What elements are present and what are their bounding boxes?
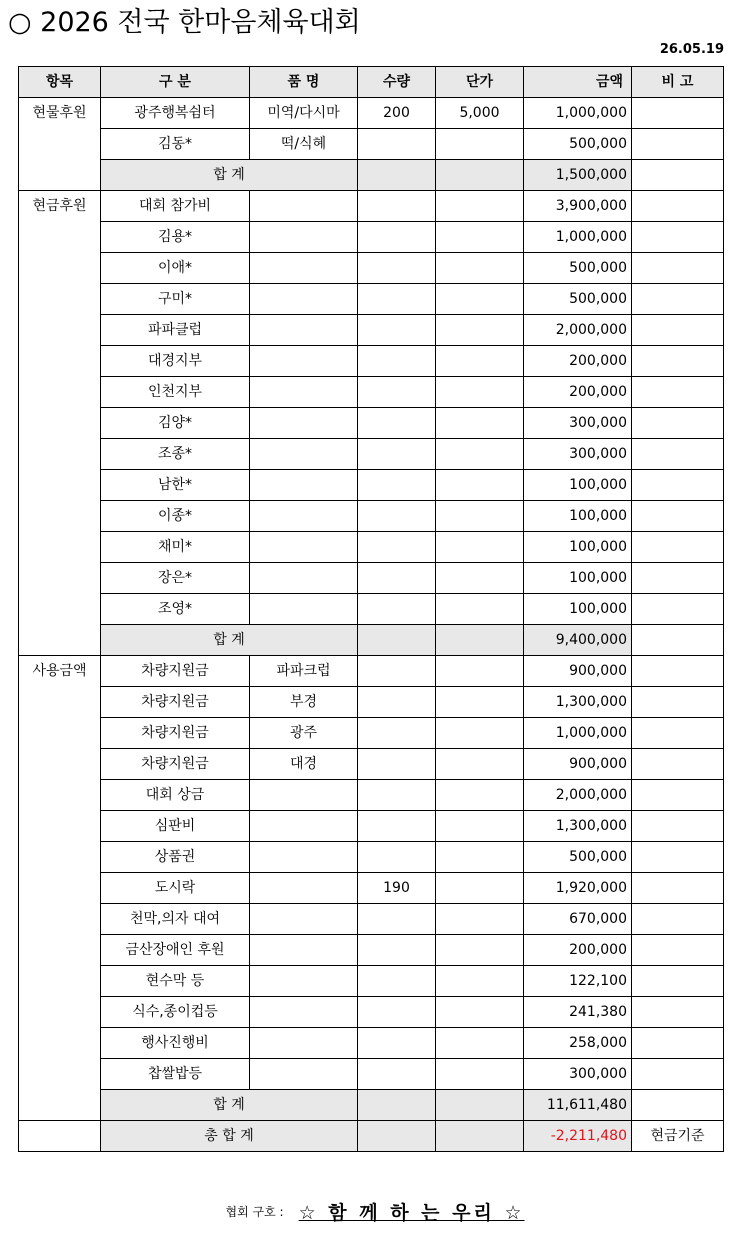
row-qty: 200 xyxy=(358,98,436,129)
row-qty xyxy=(358,377,436,408)
row-division: 행사진행비 xyxy=(101,1028,250,1059)
budget-table xyxy=(18,66,724,1152)
row-division: 차량지원금 xyxy=(101,687,250,718)
row-qty xyxy=(358,811,436,842)
subtotal-qty-cell xyxy=(358,625,436,656)
row-division: 식수,종이컵등 xyxy=(101,997,250,1028)
table-row xyxy=(19,1059,724,1090)
row-product: 광주 xyxy=(250,718,358,749)
row-price xyxy=(436,222,524,253)
row-note xyxy=(632,935,724,966)
row-note xyxy=(632,842,724,873)
row-product xyxy=(250,470,358,501)
row-note xyxy=(632,997,724,1028)
table-row xyxy=(19,842,724,873)
row-note xyxy=(632,1059,724,1090)
row-qty xyxy=(358,222,436,253)
row-division: 이종* xyxy=(101,501,250,532)
subtotal-price-cell xyxy=(436,1090,524,1121)
table-row xyxy=(19,501,724,532)
subtotal-category-cell xyxy=(19,625,101,656)
row-division: 도시락 xyxy=(101,873,250,904)
table-row xyxy=(19,749,724,780)
header-product: 품 명 xyxy=(250,67,358,98)
row-price xyxy=(436,687,524,718)
row-amount: 258,000 xyxy=(524,1028,632,1059)
grand-total-category-cell xyxy=(19,1121,101,1152)
row-amount: 100,000 xyxy=(524,470,632,501)
row-amount: 200,000 xyxy=(524,346,632,377)
row-note xyxy=(632,811,724,842)
table-row xyxy=(19,222,724,253)
row-qty xyxy=(358,780,436,811)
table-row xyxy=(19,408,724,439)
row-price: 5,000 xyxy=(436,98,524,129)
row-product xyxy=(250,873,358,904)
row-price xyxy=(436,1028,524,1059)
row-amount: 200,000 xyxy=(524,935,632,966)
row-price xyxy=(436,873,524,904)
subtotal-note-cell xyxy=(632,160,724,191)
table-row xyxy=(19,98,724,129)
row-price xyxy=(436,191,524,222)
row-division: 금산장애인 후원 xyxy=(101,935,250,966)
row-division: 채미* xyxy=(101,532,250,563)
row-price xyxy=(436,377,524,408)
row-qty xyxy=(358,749,436,780)
row-product xyxy=(250,904,358,935)
subtotal-label: 합 계 xyxy=(101,1090,358,1121)
row-division: 차량지원금 xyxy=(101,749,250,780)
subtotal-row xyxy=(19,625,724,656)
grand-total-qty-cell xyxy=(358,1121,436,1152)
subtotal-qty-cell xyxy=(358,160,436,191)
subtotal-row xyxy=(19,1090,724,1121)
row-note xyxy=(632,780,724,811)
row-product xyxy=(250,935,358,966)
header-qty: 수량 xyxy=(358,67,436,98)
row-price xyxy=(436,780,524,811)
table-row xyxy=(19,470,724,501)
row-division: 인천지부 xyxy=(101,377,250,408)
row-product xyxy=(250,1059,358,1090)
row-product xyxy=(250,439,358,470)
row-note xyxy=(632,594,724,625)
row-amount: 300,000 xyxy=(524,408,632,439)
row-note xyxy=(632,718,724,749)
subtotal-category-cell xyxy=(19,1090,101,1121)
table-header-row xyxy=(19,67,724,98)
row-price xyxy=(436,408,524,439)
row-product xyxy=(250,594,358,625)
row-qty xyxy=(358,346,436,377)
row-division: 천막,의자 대여 xyxy=(101,904,250,935)
header-item: 항목 xyxy=(19,67,101,98)
row-qty xyxy=(358,594,436,625)
subtotal-row xyxy=(19,160,724,191)
header-price: 단가 xyxy=(436,67,524,98)
grand-total-row xyxy=(19,1121,724,1152)
row-product xyxy=(250,1028,358,1059)
row-division: 조종* xyxy=(101,439,250,470)
table-row xyxy=(19,811,724,842)
row-product xyxy=(250,191,358,222)
document-date: 26.05.19 xyxy=(659,42,724,57)
row-note xyxy=(632,253,724,284)
row-product xyxy=(250,253,358,284)
row-division: 차량지원금 xyxy=(101,656,250,687)
row-note xyxy=(632,966,724,997)
row-division: 조영* xyxy=(101,594,250,625)
row-price xyxy=(436,315,524,346)
section-category: 현금후원 xyxy=(19,191,101,625)
grand-total-price-cell xyxy=(436,1121,524,1152)
row-product xyxy=(250,284,358,315)
row-note xyxy=(632,563,724,594)
row-note xyxy=(632,346,724,377)
row-qty xyxy=(358,656,436,687)
table-row xyxy=(19,284,724,315)
grand-total-label: 총 합 계 xyxy=(101,1121,358,1152)
header-amount: 금액 xyxy=(524,67,632,98)
row-amount: 122,100 xyxy=(524,966,632,997)
subtotal-label: 합 계 xyxy=(101,160,358,191)
row-product xyxy=(250,315,358,346)
row-price xyxy=(436,842,524,873)
row-note xyxy=(632,191,724,222)
row-product xyxy=(250,780,358,811)
row-amount: 1,000,000 xyxy=(524,222,632,253)
row-price xyxy=(436,129,524,160)
row-qty xyxy=(358,315,436,346)
subtotal-price-cell xyxy=(436,625,524,656)
row-product: 파파크럽 xyxy=(250,656,358,687)
row-price xyxy=(436,718,524,749)
row-qty xyxy=(358,997,436,1028)
row-amount: 300,000 xyxy=(524,1059,632,1090)
row-price xyxy=(436,656,524,687)
row-note xyxy=(632,470,724,501)
row-qty xyxy=(358,284,436,315)
row-amount: 100,000 xyxy=(524,563,632,594)
table-row xyxy=(19,439,724,470)
row-qty xyxy=(358,966,436,997)
table-row xyxy=(19,904,724,935)
document-title: ○ 2026 전국 한마음체육대회 xyxy=(8,7,361,38)
row-product xyxy=(250,532,358,563)
table-row xyxy=(19,191,724,222)
table-row xyxy=(19,687,724,718)
row-product xyxy=(250,811,358,842)
table-row xyxy=(19,718,724,749)
row-amount: 3,900,000 xyxy=(524,191,632,222)
row-division: 장은* xyxy=(101,563,250,594)
grand-total-note: 현금기준 xyxy=(632,1121,724,1152)
row-amount: 500,000 xyxy=(524,284,632,315)
row-note xyxy=(632,656,724,687)
table-row xyxy=(19,532,724,563)
row-note xyxy=(632,439,724,470)
row-price xyxy=(436,594,524,625)
row-product xyxy=(250,842,358,873)
row-product xyxy=(250,346,358,377)
table-row xyxy=(19,873,724,904)
row-product xyxy=(250,377,358,408)
row-product: 대경 xyxy=(250,749,358,780)
row-note xyxy=(632,129,724,160)
subtotal-label: 합 계 xyxy=(101,625,358,656)
row-amount: 1,000,000 xyxy=(524,98,632,129)
table-row xyxy=(19,935,724,966)
table-row xyxy=(19,129,724,160)
row-product xyxy=(250,501,358,532)
row-division: 파파클럽 xyxy=(101,315,250,346)
row-product xyxy=(250,222,358,253)
row-price xyxy=(436,1059,524,1090)
slogan-motto: ☆ 함 께 하 는 우리 ☆ xyxy=(298,1202,525,1224)
row-qty xyxy=(358,718,436,749)
row-note xyxy=(632,284,724,315)
row-qty xyxy=(358,191,436,222)
section-category: 현물후원 xyxy=(19,98,101,160)
row-note xyxy=(632,315,724,346)
row-division: 구미* xyxy=(101,284,250,315)
row-note xyxy=(632,222,724,253)
row-division: 이애* xyxy=(101,253,250,284)
row-division: 남한* xyxy=(101,470,250,501)
row-note xyxy=(632,408,724,439)
row-division: 대회 상금 xyxy=(101,780,250,811)
subtotal-note-cell xyxy=(632,1090,724,1121)
row-qty xyxy=(358,129,436,160)
row-note xyxy=(632,873,724,904)
row-note xyxy=(632,687,724,718)
row-price xyxy=(436,346,524,377)
row-price xyxy=(436,811,524,842)
row-qty xyxy=(358,501,436,532)
row-qty: 190 xyxy=(358,873,436,904)
row-amount: 200,000 xyxy=(524,377,632,408)
table-row xyxy=(19,966,724,997)
row-division: 광주행복쉼터 xyxy=(101,98,250,129)
row-amount: 100,000 xyxy=(524,532,632,563)
table-row xyxy=(19,997,724,1028)
row-amount: 241,380 xyxy=(524,997,632,1028)
row-amount: 2,000,000 xyxy=(524,315,632,346)
row-division: 김용* xyxy=(101,222,250,253)
row-qty xyxy=(358,904,436,935)
row-amount: 670,000 xyxy=(524,904,632,935)
row-amount: 500,000 xyxy=(524,842,632,873)
row-price xyxy=(436,284,524,315)
row-amount: 1,300,000 xyxy=(524,811,632,842)
row-price xyxy=(436,439,524,470)
row-amount: 100,000 xyxy=(524,594,632,625)
table-row xyxy=(19,377,724,408)
row-amount: 500,000 xyxy=(524,253,632,284)
row-product: 떡/식혜 xyxy=(250,129,358,160)
row-note xyxy=(632,904,724,935)
row-product: 미역/다시마 xyxy=(250,98,358,129)
subtotal-category-cell xyxy=(19,160,101,191)
subtotal-amount: 9,400,000 xyxy=(524,625,632,656)
row-amount: 1,300,000 xyxy=(524,687,632,718)
row-amount: 900,000 xyxy=(524,656,632,687)
row-note xyxy=(632,98,724,129)
row-division: 대회 참가비 xyxy=(101,191,250,222)
row-division: 김양* xyxy=(101,408,250,439)
row-amount: 300,000 xyxy=(524,439,632,470)
table-row xyxy=(19,315,724,346)
row-division: 현수막 등 xyxy=(101,966,250,997)
row-note xyxy=(632,501,724,532)
header-note: 비 고 xyxy=(632,67,724,98)
row-qty xyxy=(358,1059,436,1090)
row-product: 부경 xyxy=(250,687,358,718)
table-row xyxy=(19,594,724,625)
grand-total-amount: -2,211,480 xyxy=(524,1121,632,1152)
subtotal-price-cell xyxy=(436,160,524,191)
table-row xyxy=(19,563,724,594)
row-price xyxy=(436,253,524,284)
row-price xyxy=(436,997,524,1028)
row-amount: 1,920,000 xyxy=(524,873,632,904)
row-note xyxy=(632,749,724,780)
footer-slogan xyxy=(0,1198,750,1225)
subtotal-amount: 1,500,000 xyxy=(524,160,632,191)
row-price xyxy=(436,470,524,501)
row-price xyxy=(436,532,524,563)
row-division: 대경지부 xyxy=(101,346,250,377)
row-note xyxy=(632,532,724,563)
row-qty xyxy=(358,563,436,594)
row-product xyxy=(250,563,358,594)
row-amount: 500,000 xyxy=(524,129,632,160)
header-division: 구 분 xyxy=(101,67,250,98)
row-division: 심판비 xyxy=(101,811,250,842)
table-row xyxy=(19,1028,724,1059)
row-price xyxy=(436,749,524,780)
row-division: 김동* xyxy=(101,129,250,160)
row-amount: 2,000,000 xyxy=(524,780,632,811)
row-division: 상품권 xyxy=(101,842,250,873)
row-qty xyxy=(358,687,436,718)
row-product xyxy=(250,966,358,997)
row-qty xyxy=(358,532,436,563)
row-amount: 100,000 xyxy=(524,501,632,532)
subtotal-qty-cell xyxy=(358,1090,436,1121)
row-amount: 900,000 xyxy=(524,749,632,780)
row-price xyxy=(436,563,524,594)
table-row xyxy=(19,253,724,284)
row-qty xyxy=(358,1028,436,1059)
row-price xyxy=(436,935,524,966)
row-note xyxy=(632,1028,724,1059)
row-division: 차량지원금 xyxy=(101,718,250,749)
row-qty xyxy=(358,253,436,284)
row-product xyxy=(250,408,358,439)
row-division: 찹쌀밥등 xyxy=(101,1059,250,1090)
row-product xyxy=(250,997,358,1028)
row-qty xyxy=(358,842,436,873)
subtotal-amount: 11,611,480 xyxy=(524,1090,632,1121)
row-qty xyxy=(358,470,436,501)
section-category: 사용금액 xyxy=(19,656,101,1090)
table-row xyxy=(19,780,724,811)
table-row xyxy=(19,346,724,377)
row-note xyxy=(632,377,724,408)
row-price xyxy=(436,904,524,935)
table-body xyxy=(19,98,724,1152)
row-qty xyxy=(358,935,436,966)
row-price xyxy=(436,501,524,532)
table-row xyxy=(19,656,724,687)
row-amount: 1,000,000 xyxy=(524,718,632,749)
row-qty xyxy=(358,439,436,470)
row-qty xyxy=(358,408,436,439)
row-price xyxy=(436,966,524,997)
slogan-label: 협회 구호 : xyxy=(225,1205,284,1219)
subtotal-note-cell xyxy=(632,625,724,656)
